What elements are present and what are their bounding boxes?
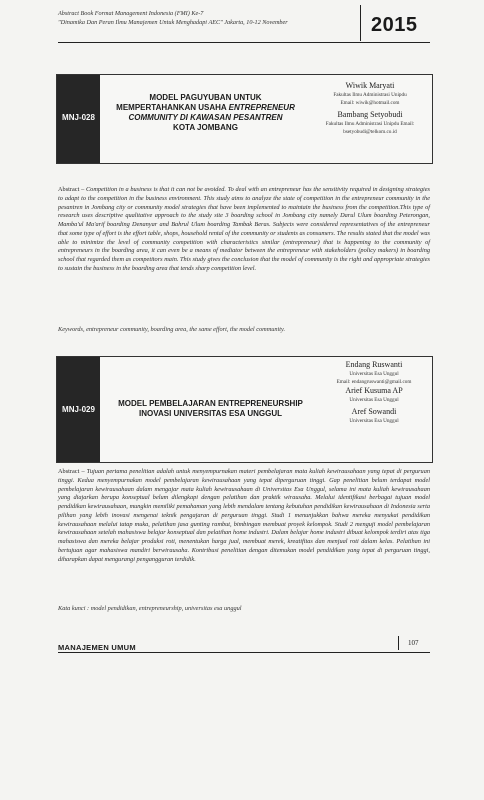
entry-1-header-box	[56, 74, 433, 164]
author-affiliation: Universitas Esa Unggul	[349, 418, 399, 424]
footer-section: MANAJEMEN UMUM	[58, 643, 136, 652]
abstract-label: Abstract	[58, 468, 80, 475]
entry-2-abstract	[58, 468, 430, 564]
header-rule	[58, 42, 430, 43]
author-name: Arief Kusuma AP	[345, 386, 403, 395]
entry-1-authors	[311, 81, 429, 136]
author-name: Aref Sowandi	[351, 407, 397, 416]
running-header	[58, 9, 358, 27]
entry-1-title-line: MODEL PAGUYUBAN UNTUK	[149, 93, 262, 102]
author-affiliation: Universitas Esa Unggul	[349, 371, 399, 377]
entry-1-keywords: Keywords, entrepreneur community, boarding area, the same effort, the model community.	[58, 326, 286, 333]
page-number-box	[398, 636, 431, 650]
entry-1-code-box	[57, 75, 100, 163]
entry-2-code: MNJ-029	[62, 405, 95, 414]
abstract-text: – Competition in a business is that it can not be avoided. To deal with an entrepreneur has the sensitivity required in designing strategies to adapt to the competition in the business environment. This study aims to analyze the state of competition in the entrepreneur community in the pesantren in Jombang city or community model strategies that have been implemented to maintain the business from the competition.This type of research uses descriptive qualitative approach to the study site 3 boarding school in Jombang city namely Darul Ulum boarding Peterongan, Mamba'ul Ma'arif boarding Denanyar and Bahrul Ulum boarding Tambak Beras. Subjects were considered representatives of the entrepreneur that some type of effort is the effort table, shops, household rental of the community or students as consumers. The results stated that the model was able to minimize the level of community competition with characteristics similar (entrepreneur) that is happening to the community of entrepreneurs in the boarding area, it can even be a means of mediator between the entrepreneur with stakeholders (policy makers) in boarding school that regarded them as competitors main. This study gives the conclusion that the model of community is the right and appropriate strategies to sustain the business in the boarding area that tends sharp competition level.	[58, 186, 431, 272]
page-number: 107	[408, 639, 419, 647]
author-affiliation: Universitas Esa Unggul	[349, 397, 399, 403]
header-line-2: "Dinamika Dan Peran Ilmu Manajemen Untuk Menghadapi AEC" Jakarta, 10-12 November	[58, 19, 288, 26]
author-email: bsetyobudi@telkom.co.id	[343, 129, 397, 135]
entry-1-title	[103, 93, 308, 133]
entry-2-keywords: Kata kunci : model pendidikan, entrepreneurship, universitas esa unggul	[58, 605, 242, 612]
author-affiliation: Fakultas Ilmu Administrasi Unipdu	[333, 92, 407, 98]
entry-2-authors	[319, 360, 429, 425]
footer-rule	[58, 652, 430, 653]
header-year: 2015	[371, 14, 418, 36]
entry-1-code: MNJ-028	[62, 113, 95, 122]
year-box	[360, 5, 431, 41]
entry-1-title-line: COMMUNITY DI KAWASAN PESANTREN	[128, 113, 283, 122]
entry-2-title-line: MODEL PEMBELAJARAN ENTREPRENEURSHIP	[118, 399, 303, 408]
author-email: Email: wiwik@hotmail.com	[340, 100, 400, 106]
entry-1-abstract	[58, 186, 430, 274]
entry-1-title-line: KOTA JOMBANG	[173, 123, 238, 132]
author-name: Wiwik Maryati	[345, 81, 395, 90]
entry-2-header-box	[56, 356, 433, 463]
author-name: Endang Ruswanti	[345, 360, 403, 369]
entry-2-title-line: INOVASI UNIVERSITAS ESA UNGGUL	[139, 409, 282, 418]
abstract-label: Abstract	[58, 186, 80, 193]
entry-1-title-line: MEMPERTAHANKAN USAHA ENTREPRENEUR	[116, 103, 295, 112]
author-email: Email: endangruswanti@gmail.com	[336, 379, 412, 385]
header-line-1: Abstract Book Format Management Indonesia (FMI) Ke-7	[58, 10, 204, 17]
author-name: Bambang Setyobudi	[337, 110, 403, 119]
entry-2-code-box	[57, 357, 100, 462]
entry-2-title	[103, 399, 318, 419]
abstract-text: – Tujuan pertama penelitian adalah untuk menyempurnakan materi pembelajaran mata kuliah kewirausahaan yang tepat di perguruan tinggi. Kedua menyempurnakan model pembelajaran kewirausahaan yang tepat diperguruan tinggi. Gap penelitian belum terdapat model pembelajaran kewirausahaan dalam mengajar mata kuliah kewirausahaan di Universitas Esa Unggul, selama ini mata kuliah kewirausahaan yang diajarkan berupa konseptual belum dilengkapi dengan pelatihan dan praktik wirausaha. Melalui identifikasi berbagai tujuan model pendidikan kewirausahaan, mungkin memiliki pemahaman yang lebih mendalam tentang kebutuhan pendidikan kewirausahaan di Indonesia serta pilihan yang lebih inovasi mengenai teknik pengajaran di perguruan tinggi. Studi 1 menunjukkan bahwa mereka menyukai pendidikan kewirausahaan melalui tatap muka, pelatihan jasa gunting rambut, bimbingan membuat proyek kelompok. Studi 2 menguji model pembelajaran kewirausahaan setelah mahasiswa belajar konseptual dan pelatihan home industri. Dalam belajar home industri dibuat kelompok terdiri atas tiga mahasiswa dan mereka belajar produksi roti, menentukan harga jual, membuat merek, kreatifitas dan menjual roti dalam kelas. Pelatihan ini bertujuan agar mahasiswa mandiri berwirausaha. Kontribusi penelitian dengan ditemukan model pendidikan yang tepat di perguruan tinggi, diharapkan dapat mengurangi pengangguran terdidik.	[58, 468, 430, 563]
author-affiliation: Fakultas Ilmu Administrasi Unipdu Email:	[325, 121, 415, 127]
